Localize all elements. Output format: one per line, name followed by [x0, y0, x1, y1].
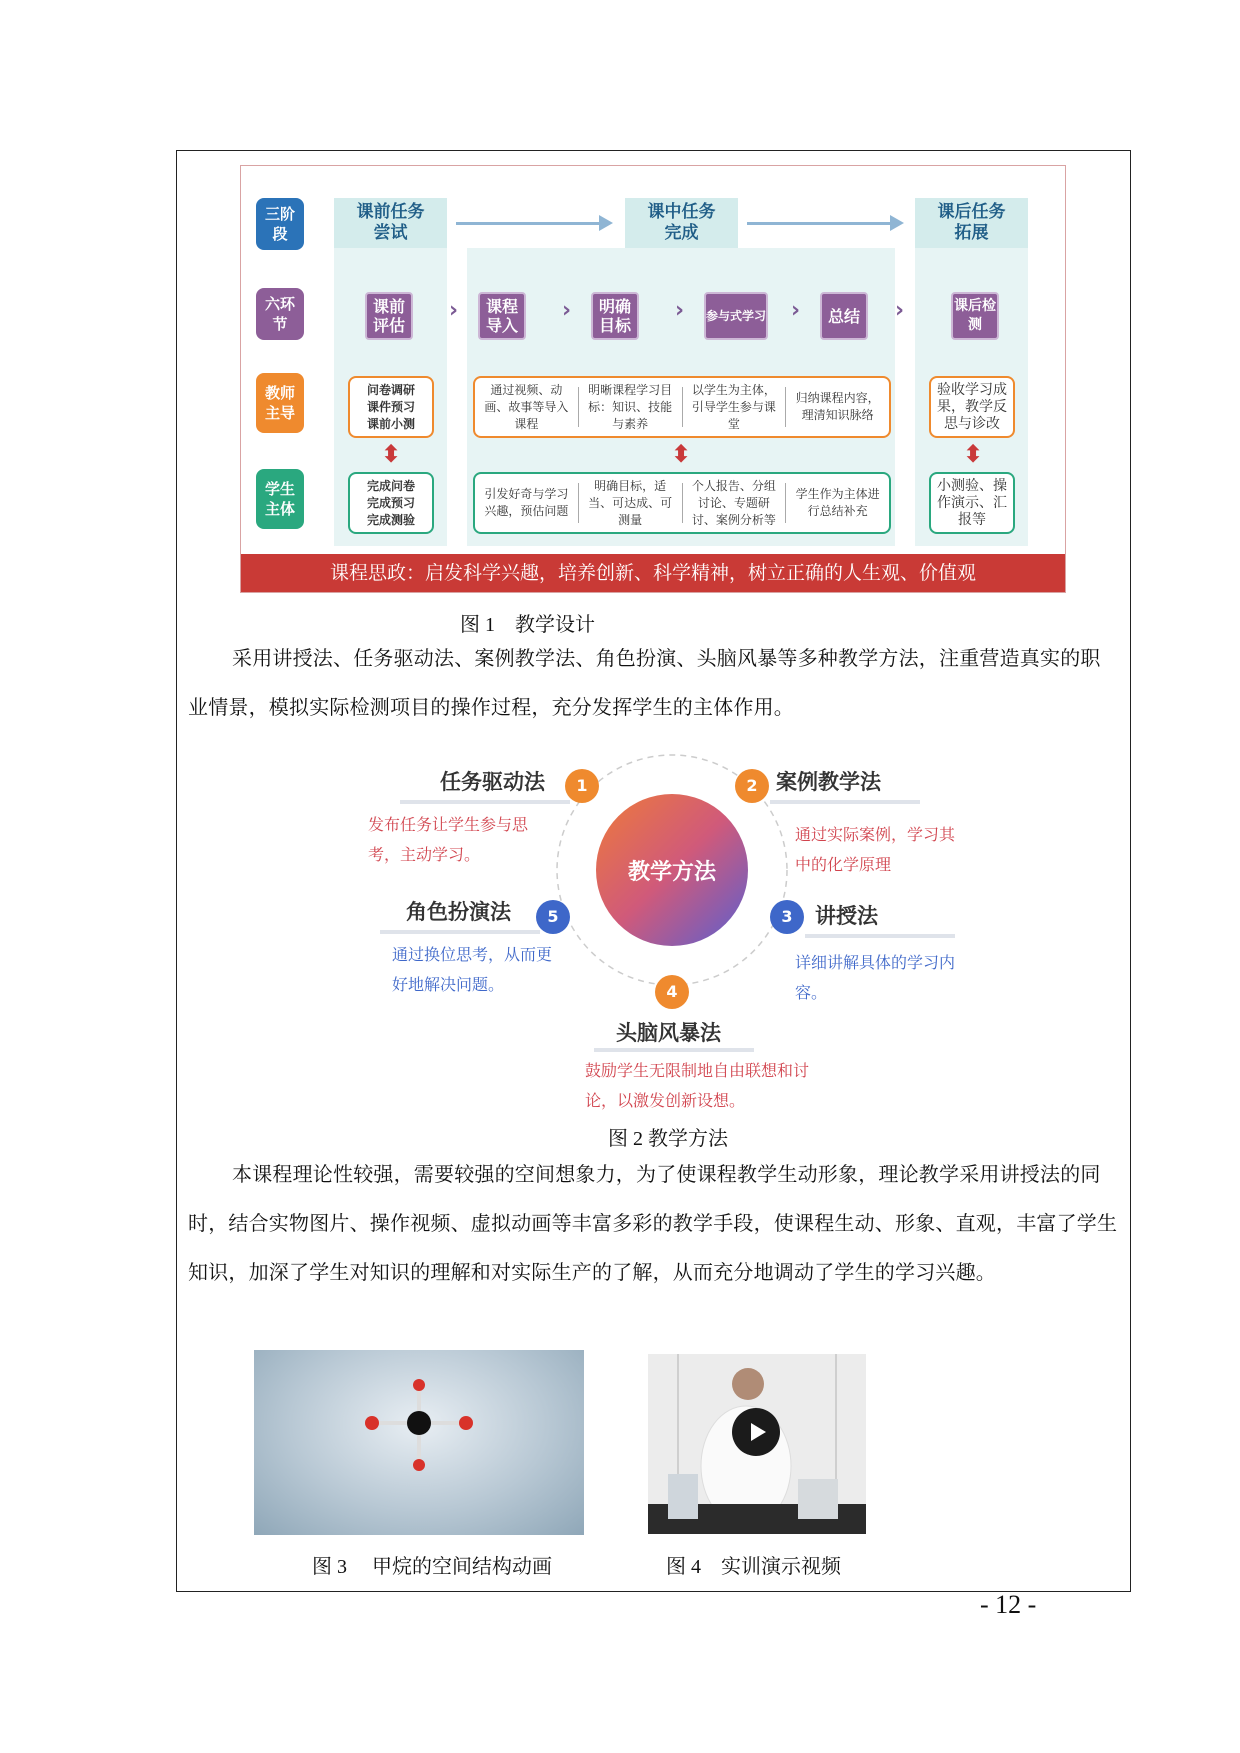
teacher-in-cell: 明晰课程学习目标：知识、技能与素养	[579, 387, 683, 428]
teaching-methods-figure	[368, 740, 980, 1120]
row-label-stages: 三阶段	[256, 198, 304, 250]
student-in-cell: 引发好奇与学习兴趣，预估问题	[475, 483, 579, 524]
teaching-design-figure	[240, 165, 1066, 593]
stage-post-header: 课后任务拓展	[915, 198, 1028, 248]
figure3-caption: 图 3 甲烷的空间结构动画	[312, 1556, 552, 1578]
ideology-banner: 课程思政：启发科学兴趣，培养创新、科学精神，树立正确的人生观、价值观	[241, 554, 1065, 592]
stage-in-header: 课中任务完成	[625, 198, 738, 248]
row-label-links: 六环节	[256, 288, 304, 340]
title-underline	[770, 800, 920, 804]
title-underline	[400, 800, 570, 804]
teacher-in-box	[473, 376, 891, 438]
teacher-pre-box: 问卷调研课件预习课前小测	[348, 376, 434, 438]
method-number-badge: 1	[565, 769, 599, 803]
method-desc: 详细讲解具体的学习内容。	[795, 953, 956, 1002]
arrow-pre-to-in	[456, 222, 601, 225]
title-underline	[380, 930, 540, 934]
arrow-in-to-post	[747, 222, 892, 225]
up-down-arrow-icon: ⬍	[963, 440, 984, 468]
stage-pre-header: 课前任务尝试	[334, 198, 447, 248]
paragraph-2: 本课程理论性较强，需要较强的空间想象力，为了使课程教学生动形象，理论教学采用讲授法的同时，结合实物图片、操作视频、虚拟动画等丰富多彩的教学手段，使课程生动、形象、直观，丰富了学生知识，加深了学生对知识的理解和对实际生产的了解，从而充分地调动了学生的学习兴趣。	[188, 1162, 1118, 1284]
arrow-in-to-post-head	[890, 215, 904, 231]
teacher-in-cell: 通过视频、动画、故事等导入课程	[475, 387, 579, 428]
play-button[interactable]	[732, 1408, 780, 1456]
chevron-icon: ›	[895, 298, 905, 323]
training-demo-video[interactable]	[648, 1354, 866, 1534]
student-in-cell: 学生作为主体进行总结补充	[795, 487, 880, 518]
step-summary: 总结	[820, 292, 868, 340]
play-icon	[751, 1423, 766, 1441]
figure2-caption: 图 2 教学方法	[608, 1128, 728, 1150]
step-post-test: 课后检测	[951, 292, 999, 340]
arrow-pre-to-in-head	[599, 215, 613, 231]
method-number-badge: 3	[770, 900, 804, 934]
teacher-in-cell: 以学生为主体，引导学生参与课堂	[683, 387, 787, 428]
method-desc: 鼓励学生无限制地自由联想和讨论，以激发创新设想。	[585, 1061, 810, 1110]
step-course-intro: 课程导入	[478, 292, 526, 340]
method-title: 头脑风暴法	[616, 1021, 721, 1045]
student-in-cell: 个人报告、分组讨论、专题研讨、案例分析等	[683, 483, 787, 524]
paragraph-1: 采用讲授法、任务驱动法、案例教学法、角色扮演、头脑风暴等多种教学方法，注重营造真实的职业情景，模拟实际检测项目的操作过程，充分发挥学生的主体作用。	[188, 646, 1101, 719]
method-title: 案例教学法	[776, 770, 881, 794]
student-post-box: 小测验、操作演示、汇报等	[929, 472, 1015, 534]
chevron-icon: ›	[791, 298, 801, 323]
teacher-post-box: 验收学习成果，教学反思与诊改	[929, 376, 1015, 438]
row-label-student: 学生主体	[256, 469, 304, 529]
row-label-teacher: 教师主导	[256, 373, 304, 433]
teacher-in-cell: 归纳课程内容，理清知识脉络	[795, 391, 880, 422]
step-participatory-learning: 参与式学习	[704, 292, 768, 340]
up-down-arrow-icon: ⬍	[671, 440, 692, 468]
student-in-cell: 明确目标，适当、可达成、可测量	[579, 483, 683, 524]
title-underline	[805, 934, 955, 938]
chevron-icon: ›	[449, 298, 459, 323]
figure4-caption: 图 4 实训演示视频	[666, 1556, 841, 1578]
method-title: 讲授法	[815, 904, 878, 928]
figure1-caption: 图 1 教学设计	[460, 614, 595, 636]
page-number: - 12 -	[980, 1590, 1037, 1619]
step-pre-assessment: 课前评估	[365, 292, 413, 340]
method-number-badge: 2	[735, 769, 769, 803]
chevron-icon: ›	[562, 298, 572, 323]
method-title: 任务驱动法	[440, 770, 545, 794]
method-desc: 通过换位思考，从而更好地解决问题。	[392, 945, 553, 994]
chevron-icon: ›	[675, 298, 685, 323]
method-number-badge: 5	[536, 900, 570, 934]
center-label: 教学方法	[627, 860, 716, 885]
methane-animation-image[interactable]	[254, 1350, 584, 1535]
up-down-arrow-icon: ⬍	[381, 440, 402, 468]
method-desc: 通过实际案例，学习其中的化学原理	[795, 825, 956, 874]
student-pre-box: 完成问卷完成预习完成测验	[348, 472, 434, 534]
step-clear-goal: 明确目标	[591, 292, 639, 340]
methane-molecule	[254, 1350, 584, 1535]
method-title: 角色扮演法	[406, 900, 511, 924]
title-underline	[594, 1048, 754, 1052]
method-number-badge: 4	[655, 975, 689, 1009]
method-desc: 发布任务让学生参与思考，主动学习。	[368, 815, 529, 864]
student-in-box	[473, 472, 891, 534]
